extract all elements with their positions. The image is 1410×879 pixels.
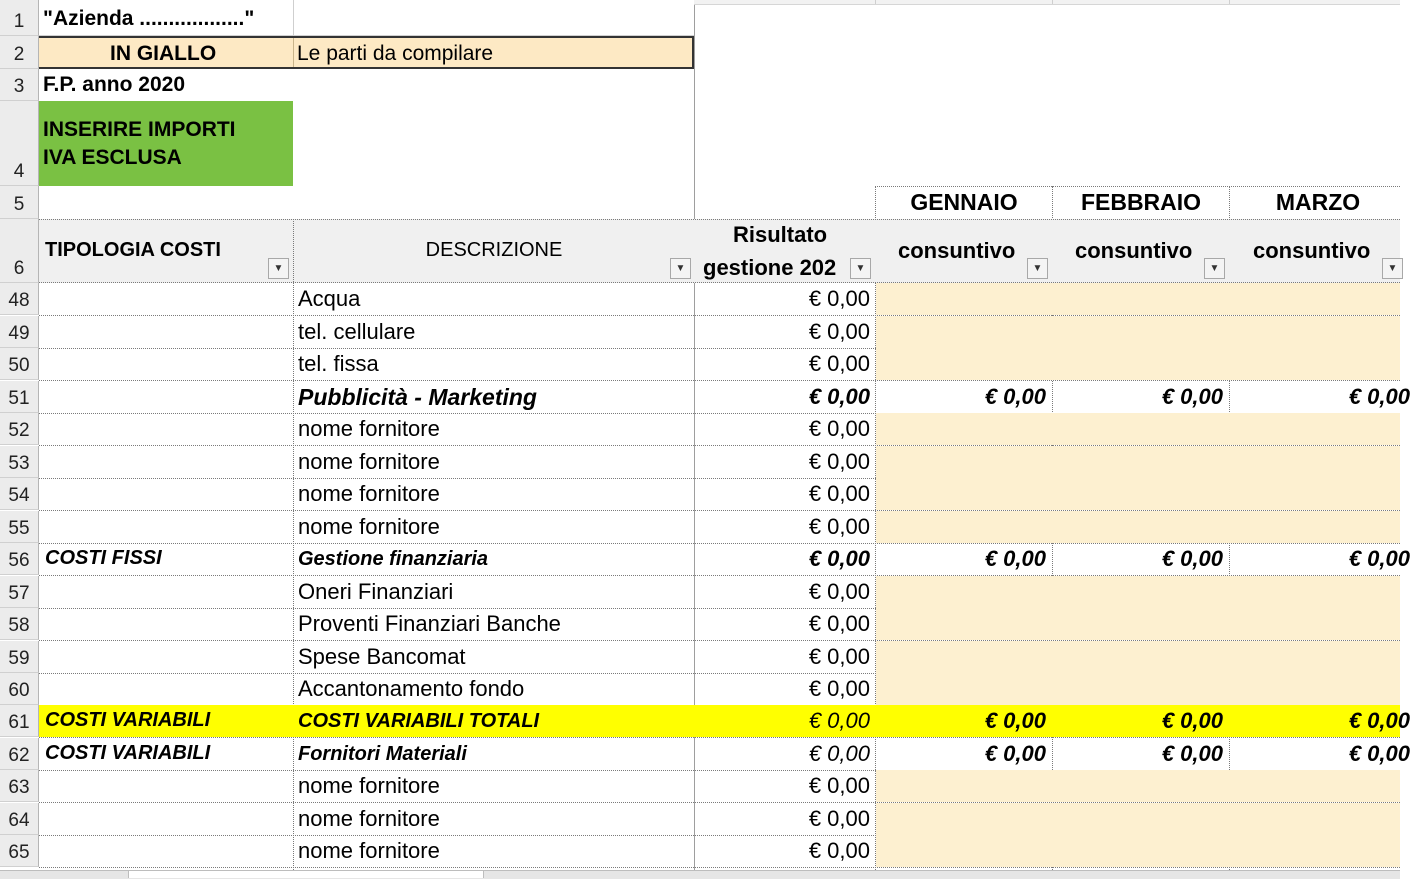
row-header-6[interactable]: 6 xyxy=(0,219,39,283)
cell-risultato[interactable]: € 0,00 xyxy=(808,838,870,863)
col-header-risultato[interactable]: Risultato gestione 202 xyxy=(703,222,837,280)
chevron-down-icon: ▼ xyxy=(1209,263,1220,274)
cell-marzo[interactable] xyxy=(1230,283,1406,315)
row-header-48[interactable]: 48 xyxy=(0,283,39,315)
cell-febbraio[interactable]: € 0,00 xyxy=(1161,708,1223,733)
row-header-49[interactable]: 49 xyxy=(0,316,39,348)
row-header-50[interactable]: 50 xyxy=(0,348,39,380)
cell-febbraio[interactable] xyxy=(1053,608,1229,640)
cell-marzo[interactable] xyxy=(1230,835,1406,867)
cell-descrizione[interactable]: Fornitori Materiali xyxy=(298,743,467,765)
cell-marzo[interactable]: € 0,00 xyxy=(1348,708,1410,733)
filter-dropdown-gennaio[interactable] xyxy=(1027,258,1048,279)
row-header-1[interactable]: 1 xyxy=(0,0,39,36)
cell-febbraio[interactable]: € 0,00 xyxy=(1161,546,1223,571)
cell-descrizione[interactable]: nome fornitore xyxy=(298,806,440,831)
filter-dropdown-descrizione[interactable] xyxy=(670,258,691,279)
cell-risultato[interactable]: € 0,00 xyxy=(808,286,870,311)
row-header-63[interactable]: 63 xyxy=(0,770,39,802)
cell-febbraio[interactable] xyxy=(1053,446,1229,478)
cell-gennaio[interactable] xyxy=(876,835,1052,867)
cell-tipologia[interactable] xyxy=(39,478,293,510)
row-header-3[interactable]: 3 xyxy=(0,69,39,101)
cell-gennaio[interactable] xyxy=(876,673,1052,705)
cell-marzo[interactable]: € 0,00 xyxy=(1348,546,1410,571)
cell-marzo[interactable] xyxy=(1230,511,1406,543)
cell-febbraio[interactable] xyxy=(1053,835,1229,867)
cell-febbraio[interactable]: € 0,00 xyxy=(1161,741,1223,766)
cell-descrizione[interactable]: Gestione finanziaria xyxy=(298,548,489,570)
chevron-down-icon: ▼ xyxy=(675,263,686,274)
cell-tipologia[interactable] xyxy=(39,348,293,380)
cell-gennaio[interactable] xyxy=(876,576,1052,608)
cell-risultato[interactable]: € 0,00 xyxy=(808,676,870,701)
cell-marzo[interactable] xyxy=(1230,673,1406,705)
cell-gennaio[interactable]: € 0,00 xyxy=(984,708,1046,733)
cell-febbraio[interactable] xyxy=(1053,641,1229,673)
cell-descrizione[interactable]: Spese Bancomat xyxy=(298,644,466,669)
chevron-down-icon: ▼ xyxy=(273,263,284,274)
cell-tipologia[interactable] xyxy=(39,803,293,835)
cell-descrizione[interactable]: Oneri Finanziari xyxy=(298,579,454,604)
cell-febbraio[interactable] xyxy=(1053,478,1229,510)
cell-risultato[interactable]: € 0,00 xyxy=(808,806,870,831)
cell-tipologia[interactable] xyxy=(39,283,293,315)
cell-tipologia[interactable] xyxy=(39,641,293,673)
cell-risultato[interactable]: € 0,00 xyxy=(808,611,870,636)
cell-tipologia[interactable] xyxy=(39,413,293,445)
cell-descrizione[interactable]: Accantonamento fondo xyxy=(298,676,525,701)
cell-febbraio[interactable] xyxy=(1053,770,1229,802)
cell-gennaio[interactable] xyxy=(876,348,1052,380)
cell-descrizione[interactable]: nome fornitore xyxy=(298,773,440,798)
cell-febbraio[interactable] xyxy=(1053,316,1229,348)
cell-febbraio[interactable] xyxy=(1053,576,1229,608)
cell-marzo[interactable] xyxy=(1230,803,1406,835)
cell-marzo[interactable]: € 0,00 xyxy=(1348,741,1410,766)
month-febbraio[interactable]: FEBBRAIO xyxy=(1080,189,1202,215)
row-header-51[interactable]: 51 xyxy=(0,381,39,413)
cell-descrizione[interactable]: tel. fissa xyxy=(298,351,379,376)
cell-febbraio[interactable] xyxy=(1053,413,1229,445)
top-grid-tick xyxy=(875,0,876,4)
col-header-descrizione[interactable]: DESCRIZIONE xyxy=(425,239,563,261)
top-gridline xyxy=(694,0,1400,5)
cell-descrizione[interactable]: Acqua xyxy=(298,286,361,311)
col-header-marzo-consuntivo[interactable]: consuntivo xyxy=(1253,238,1371,263)
row-header-61[interactable]: 61 xyxy=(0,705,39,737)
cell-descrizione[interactable]: tel. cellulare xyxy=(298,319,416,344)
row-header-60[interactable]: 60 xyxy=(0,673,39,705)
cell-tipologia[interactable] xyxy=(39,511,293,543)
cell-gennaio[interactable] xyxy=(876,283,1052,315)
cell-risultato[interactable]: € 0,00 xyxy=(808,449,870,474)
cell-risultato[interactable]: € 0,00 xyxy=(808,546,870,571)
cell-risultato[interactable]: € 0,00 xyxy=(808,514,870,539)
chevron-down-icon: ▼ xyxy=(1032,263,1043,274)
cell-tipologia[interactable] xyxy=(39,835,293,867)
cell-gennaio[interactable] xyxy=(876,446,1052,478)
cell-tipologia[interactable]: COSTI FISSI xyxy=(45,547,162,569)
cell-tipologia[interactable] xyxy=(39,381,293,413)
in-giallo-cell[interactable]: IN GIALLO Le parti da compilare xyxy=(39,36,694,69)
filter-dropdown-tipologia[interactable] xyxy=(268,258,289,279)
cell-tipologia[interactable]: COSTI VARIABILI xyxy=(45,742,211,764)
cell-tipologia[interactable] xyxy=(39,770,293,802)
row-header-59[interactable]: 59 xyxy=(0,641,39,673)
row-header-2[interactable]: 2 xyxy=(0,36,39,69)
cell-risultato[interactable]: € 0,00 xyxy=(808,416,870,441)
cell-descrizione[interactable]: nome fornitore xyxy=(298,481,440,506)
col-header-tipologia[interactable]: TIPOLOGIA COSTI xyxy=(45,239,221,261)
row-header-55[interactable]: 55 xyxy=(0,511,39,543)
row-header-4[interactable]: 4 xyxy=(0,101,39,186)
cell-gennaio[interactable] xyxy=(876,803,1052,835)
cell-gennaio[interactable] xyxy=(876,316,1052,348)
cell-marzo[interactable] xyxy=(1230,608,1406,640)
cell-descrizione[interactable]: nome fornitore xyxy=(298,449,440,474)
cell-marzo[interactable] xyxy=(1230,478,1406,510)
row-header-56[interactable]: 56 xyxy=(0,543,39,575)
sheet-tab[interactable] xyxy=(128,871,484,878)
month-gennaio[interactable]: GENNAIO xyxy=(910,189,1018,215)
in-giallo-divider xyxy=(293,38,294,67)
cell-febbraio[interactable] xyxy=(1053,673,1229,705)
row-header-64[interactable]: 64 xyxy=(0,803,39,835)
cell-marzo[interactable] xyxy=(1230,770,1406,802)
cell-marzo[interactable] xyxy=(1230,348,1406,380)
chevron-down-icon: ▼ xyxy=(1387,263,1398,274)
cell-marzo[interactable] xyxy=(1230,641,1406,673)
row-header-58[interactable]: 58 xyxy=(0,608,39,640)
cell-marzo[interactable]: € 0,00 xyxy=(1348,384,1410,409)
cell-gennaio[interactable]: € 0,00 xyxy=(984,384,1046,409)
cell-gennaio[interactable] xyxy=(876,641,1052,673)
cell-gennaio[interactable]: € 0,00 xyxy=(984,546,1046,571)
cell-descrizione[interactable]: nome fornitore xyxy=(298,838,440,863)
cell-marzo[interactable] xyxy=(1230,316,1406,348)
chevron-down-icon: ▼ xyxy=(855,263,866,274)
cell-risultato[interactable]: € 0,00 xyxy=(808,708,870,733)
cell-risultato[interactable]: € 0,00 xyxy=(808,481,870,506)
row-header-65[interactable]: 65 xyxy=(0,835,39,867)
cell-febbraio[interactable] xyxy=(1053,283,1229,315)
row-header-54[interactable]: 54 xyxy=(0,478,39,510)
cell-risultato[interactable]: € 0,00 xyxy=(808,773,870,798)
cell-gennaio[interactable] xyxy=(876,511,1052,543)
cell-risultato[interactable]: € 0,00 xyxy=(808,579,870,604)
cell-gennaio[interactable] xyxy=(876,413,1052,445)
cell-tipologia[interactable] xyxy=(39,608,293,640)
row-border xyxy=(39,867,1400,868)
cell-risultato[interactable]: € 0,00 xyxy=(808,741,870,766)
cell-tipologia[interactable]: COSTI VARIABILI xyxy=(45,709,211,731)
cell-descrizione[interactable]: nome fornitore xyxy=(298,416,440,441)
cell-risultato[interactable]: € 0,00 xyxy=(808,644,870,669)
cell-gennaio[interactable] xyxy=(876,770,1052,802)
top-grid-tick xyxy=(1229,0,1230,4)
iva-note-cell[interactable]: INSERIRE IMPORTI IVA ESCLUSA xyxy=(39,101,293,186)
row-header-5[interactable]: 5 xyxy=(0,186,39,219)
top-grid-tick xyxy=(1052,0,1053,4)
cell-descrizione[interactable]: Proventi Finanziari Banche xyxy=(298,611,561,636)
cell-tipologia[interactable] xyxy=(39,316,293,348)
filter-dropdown-febbraio[interactable] xyxy=(1204,258,1225,279)
cell-marzo[interactable] xyxy=(1230,446,1406,478)
cell-tipologia[interactable] xyxy=(39,446,293,478)
cell-gennaio[interactable] xyxy=(876,478,1052,510)
cell-risultato[interactable]: € 0,00 xyxy=(808,384,870,409)
cell-risultato[interactable]: € 0,00 xyxy=(808,319,870,344)
empty-cell[interactable] xyxy=(294,0,694,36)
cell-descrizione[interactable]: nome fornitore xyxy=(298,514,440,539)
cell-risultato[interactable]: € 0,00 xyxy=(808,351,870,376)
col-header-febbraio-consuntivo[interactable]: consuntivo xyxy=(1075,238,1193,263)
row-header-53[interactable]: 53 xyxy=(0,446,39,478)
cell-marzo[interactable] xyxy=(1230,413,1406,445)
col-header-gennaio-consuntivo[interactable]: consuntivo xyxy=(898,238,1016,263)
cell-febbraio[interactable]: € 0,00 xyxy=(1161,384,1223,409)
cell-descrizione[interactable]: Pubblicità - Marketing xyxy=(298,384,537,410)
cell-marzo[interactable] xyxy=(1230,576,1406,608)
cell-tipologia[interactable] xyxy=(39,576,293,608)
cell-febbraio[interactable] xyxy=(1053,511,1229,543)
cell-gennaio[interactable] xyxy=(876,608,1052,640)
cell-gennaio[interactable]: € 0,00 xyxy=(984,741,1046,766)
cell-febbraio[interactable] xyxy=(1053,803,1229,835)
month-marzo[interactable]: MARZO xyxy=(1275,189,1361,215)
fp-year-cell[interactable]: F.P. anno 2020 xyxy=(43,73,186,96)
row-header-62[interactable]: 62 xyxy=(0,738,39,770)
cell-tipologia[interactable] xyxy=(39,673,293,705)
row-header-57[interactable]: 57 xyxy=(0,576,39,608)
row-header-52[interactable]: 52 xyxy=(0,413,39,445)
filter-dropdown-marzo[interactable] xyxy=(1382,258,1403,279)
company-name-cell[interactable]: "Azienda .................." xyxy=(39,0,293,36)
cell-febbraio[interactable] xyxy=(1053,348,1229,380)
filter-dropdown-risultato[interactable] xyxy=(850,258,871,279)
cell-descrizione[interactable]: COSTI VARIABILI TOTALI xyxy=(298,710,540,732)
